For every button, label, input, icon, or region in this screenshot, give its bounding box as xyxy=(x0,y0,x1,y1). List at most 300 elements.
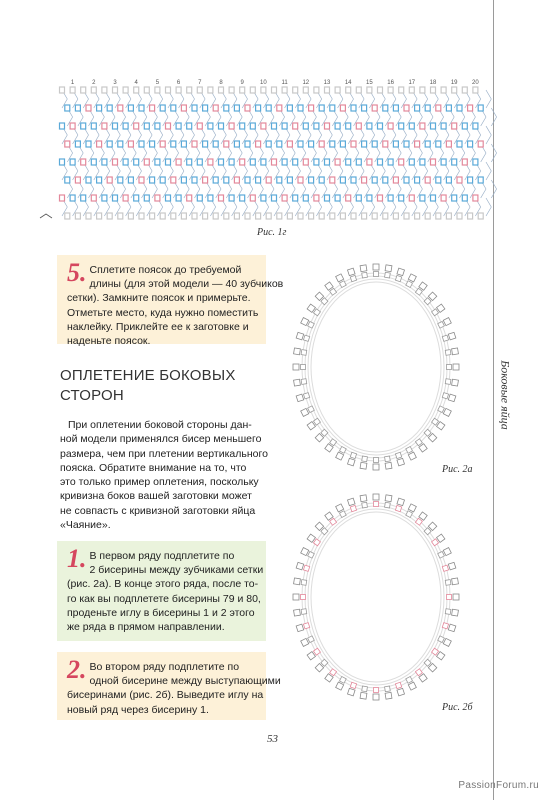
bead xyxy=(303,159,308,165)
step-2-line: Во втором ряду подплетите по xyxy=(89,661,240,673)
bead xyxy=(473,87,478,93)
bead xyxy=(446,177,451,183)
bead xyxy=(65,105,70,111)
bead xyxy=(301,638,309,646)
bead xyxy=(462,87,467,93)
step-5-line: Отметьте место, куда нужно поместить xyxy=(67,306,259,319)
bead xyxy=(408,682,416,690)
bead xyxy=(97,177,102,183)
bead xyxy=(118,141,123,147)
bead xyxy=(415,518,422,525)
bead xyxy=(65,213,70,219)
bead xyxy=(404,177,409,183)
bead xyxy=(192,105,197,111)
bead xyxy=(452,87,457,93)
bead xyxy=(443,548,451,556)
bead xyxy=(473,195,478,201)
lattice-line xyxy=(486,207,491,216)
bead xyxy=(385,692,392,699)
bead xyxy=(399,195,404,201)
bead xyxy=(171,141,176,147)
step-2-box xyxy=(57,652,281,720)
bead xyxy=(287,105,292,111)
bead xyxy=(287,213,292,219)
bead xyxy=(442,623,448,629)
bead xyxy=(409,159,414,165)
bead xyxy=(60,87,65,93)
bead xyxy=(282,87,287,93)
bead xyxy=(319,177,324,183)
bead xyxy=(367,159,372,165)
step-1-number: 1. xyxy=(67,544,87,573)
bead xyxy=(321,298,328,305)
bead xyxy=(383,105,388,111)
bead xyxy=(160,177,165,183)
bead xyxy=(97,213,102,219)
bead xyxy=(240,159,245,165)
lattice-line xyxy=(486,99,491,108)
bead xyxy=(229,123,234,129)
column-number: 20 xyxy=(472,80,479,86)
bead xyxy=(388,87,393,93)
bead xyxy=(314,159,319,165)
bead xyxy=(277,213,282,219)
bead xyxy=(229,195,234,201)
bead xyxy=(393,213,398,219)
bead xyxy=(373,494,379,500)
bead xyxy=(91,159,96,165)
bead xyxy=(404,213,409,219)
bead xyxy=(415,669,422,676)
bead xyxy=(208,123,213,129)
bead xyxy=(404,105,409,111)
step-1-line: В первом ряду подплетите по xyxy=(89,550,235,562)
bead xyxy=(447,365,452,370)
bead xyxy=(314,195,319,201)
bead xyxy=(91,87,96,93)
bead xyxy=(166,195,171,201)
bead xyxy=(335,123,340,129)
bead xyxy=(197,87,202,93)
step-1-line: (рис. 2а). В конце этого ряда, после то- xyxy=(67,578,259,591)
bead xyxy=(478,213,483,219)
bead xyxy=(457,105,462,111)
bead xyxy=(409,87,414,93)
page-edge-line xyxy=(493,0,494,800)
column-number: 18 xyxy=(429,80,437,86)
lattice-line xyxy=(486,162,491,171)
bead xyxy=(128,141,133,147)
paragraph-line: кривизна боков вашей заготовки может xyxy=(60,490,252,503)
bead xyxy=(336,682,344,690)
column-number: 3 xyxy=(113,80,117,86)
column-number: 6 xyxy=(176,80,181,86)
bead xyxy=(362,177,367,183)
bead xyxy=(113,195,118,201)
bead xyxy=(442,393,448,399)
bead xyxy=(314,87,319,93)
bead xyxy=(425,213,430,219)
bead xyxy=(431,159,436,165)
bead xyxy=(445,379,451,385)
figure-2b-caption: Рис. 2б xyxy=(442,702,473,713)
bead xyxy=(325,195,330,201)
bead xyxy=(234,105,239,111)
bead xyxy=(367,195,372,201)
side-title: Боковые яйца xyxy=(498,360,513,430)
bead xyxy=(431,87,436,93)
bead xyxy=(303,195,308,201)
bead xyxy=(325,159,330,165)
bead xyxy=(301,379,307,385)
bead xyxy=(301,365,306,370)
bead xyxy=(155,195,160,201)
bead xyxy=(309,213,314,219)
bead xyxy=(298,141,303,147)
step-5-line: наденьте поясок. xyxy=(67,335,151,348)
bead xyxy=(294,578,301,585)
bead xyxy=(373,464,379,470)
bead xyxy=(397,688,405,696)
bead xyxy=(335,87,340,93)
bead xyxy=(425,105,430,111)
bead xyxy=(374,688,379,693)
bead xyxy=(250,159,255,165)
bead xyxy=(296,562,304,570)
bead xyxy=(404,141,409,147)
bead xyxy=(102,87,107,93)
bead xyxy=(325,512,333,520)
bead xyxy=(261,123,266,129)
bead xyxy=(293,195,298,201)
bead xyxy=(372,213,377,219)
bead xyxy=(397,458,405,466)
bead xyxy=(298,213,303,219)
bead xyxy=(293,123,298,129)
bead xyxy=(134,159,139,165)
column-number: 16 xyxy=(387,80,394,86)
bead xyxy=(362,686,368,692)
bead xyxy=(272,195,277,201)
bead xyxy=(97,141,102,147)
bead xyxy=(277,141,282,147)
bead xyxy=(86,105,91,111)
bead xyxy=(134,195,139,201)
bead xyxy=(462,123,467,129)
bead xyxy=(431,195,436,201)
bead xyxy=(166,159,171,165)
bead xyxy=(443,318,451,326)
bead xyxy=(256,177,261,183)
bead xyxy=(468,105,473,111)
bead xyxy=(441,195,446,201)
bead xyxy=(139,141,144,147)
bead xyxy=(447,595,452,600)
bead xyxy=(301,595,306,600)
step-1-line: проденьте иглу в бисерины 1 и 2 этого xyxy=(67,606,255,619)
bead xyxy=(277,177,282,183)
bead xyxy=(419,674,427,682)
column-number: 12 xyxy=(302,80,310,86)
bead xyxy=(301,609,307,615)
step-5-line: сетки). Замкните поясок и примерьте. xyxy=(67,292,251,305)
bead xyxy=(139,105,144,111)
bead xyxy=(340,213,345,219)
bead xyxy=(293,594,299,600)
bead xyxy=(155,159,160,165)
step-1-line: го как вы подплетете бисерины 79 и 80, xyxy=(67,592,261,605)
bead xyxy=(395,505,401,511)
bead xyxy=(419,512,427,520)
bead xyxy=(250,195,255,201)
bead xyxy=(107,105,112,111)
section-heading-line: ОПЛЕТЕНИЕ БОКОВЫХ xyxy=(60,367,236,384)
bead xyxy=(219,87,224,93)
bead xyxy=(330,105,335,111)
bead xyxy=(166,123,171,129)
bead xyxy=(309,141,314,147)
bead xyxy=(176,159,181,165)
bead xyxy=(424,659,431,666)
bead xyxy=(448,394,456,402)
bead xyxy=(203,213,208,219)
bead xyxy=(203,141,208,147)
bead xyxy=(107,177,112,183)
bead xyxy=(346,159,351,165)
bead xyxy=(86,213,91,219)
bead xyxy=(250,87,255,93)
bead xyxy=(462,195,467,201)
bead xyxy=(321,659,328,666)
bead xyxy=(420,123,425,129)
bead xyxy=(448,624,456,632)
paragraph-line: При оплетении боковой стороны дан- xyxy=(68,419,252,431)
bead xyxy=(314,123,319,129)
bead xyxy=(321,429,328,436)
bead xyxy=(385,686,391,692)
bead xyxy=(452,159,457,165)
bead xyxy=(378,159,383,165)
bead xyxy=(457,213,462,219)
bead xyxy=(431,123,436,129)
oval-ring xyxy=(311,512,441,682)
bead xyxy=(350,682,356,688)
bead xyxy=(409,195,414,201)
bead xyxy=(208,195,213,201)
bead xyxy=(356,195,361,201)
step-5-number: 5. xyxy=(67,258,87,287)
bead xyxy=(425,141,430,147)
oval-ring xyxy=(308,279,444,455)
bead xyxy=(176,123,181,129)
bead xyxy=(245,177,250,183)
bead xyxy=(65,177,70,183)
bead xyxy=(378,123,383,129)
bead xyxy=(340,177,345,183)
bead xyxy=(399,123,404,129)
bead xyxy=(65,141,70,147)
bead xyxy=(442,565,448,571)
step-1-box xyxy=(57,541,266,641)
bead xyxy=(373,694,379,700)
bead xyxy=(335,195,340,201)
column-number: 4 xyxy=(134,80,138,86)
bead xyxy=(325,87,330,93)
column-number: 9 xyxy=(240,80,244,86)
bead xyxy=(385,495,392,502)
column-number: 10 xyxy=(260,80,267,86)
bead xyxy=(374,458,379,463)
bead xyxy=(266,177,271,183)
bead xyxy=(436,177,441,183)
bead xyxy=(395,452,401,458)
bead xyxy=(81,87,86,93)
oval-ring xyxy=(311,282,441,452)
bead xyxy=(144,195,149,201)
bead xyxy=(385,272,391,278)
bead xyxy=(160,213,165,219)
bead xyxy=(208,159,213,165)
bead xyxy=(443,408,451,416)
bead xyxy=(372,141,377,147)
bead xyxy=(213,213,218,219)
bead xyxy=(224,177,229,183)
bead xyxy=(160,105,165,111)
bead xyxy=(378,87,383,93)
bead xyxy=(303,565,309,571)
bead xyxy=(356,87,361,93)
bead xyxy=(301,548,309,556)
bead xyxy=(113,159,118,165)
step-5-line: длины (для этой модели — 40 зубчиков xyxy=(89,278,284,291)
figure-2b-oval-beadwork xyxy=(276,485,476,710)
bead xyxy=(325,674,333,682)
bead xyxy=(452,123,457,129)
bead xyxy=(250,123,255,129)
bead xyxy=(266,141,271,147)
bead xyxy=(351,213,356,219)
bead xyxy=(176,195,181,201)
bead xyxy=(436,141,441,147)
bead xyxy=(383,213,388,219)
bead xyxy=(139,177,144,183)
bead xyxy=(452,195,457,201)
step-2-line: бисеринами (рис. 2б). Выведите иглу на xyxy=(67,689,264,702)
bead xyxy=(393,105,398,111)
bead xyxy=(321,528,328,535)
bead xyxy=(272,87,277,93)
bead xyxy=(448,562,456,570)
bead xyxy=(107,213,112,219)
bead xyxy=(441,87,446,93)
bead xyxy=(197,195,202,201)
bead xyxy=(234,177,239,183)
bead xyxy=(261,87,266,93)
bead xyxy=(385,265,392,272)
step-2-line: одной бисерине между выступающими xyxy=(89,675,281,688)
step-1-line: 2 бисерины между зубчиками сетки xyxy=(89,564,264,577)
bead xyxy=(213,177,218,183)
bead xyxy=(388,195,393,201)
lattice-line xyxy=(486,171,491,180)
bead xyxy=(393,141,398,147)
lattice-line xyxy=(481,189,486,198)
bead xyxy=(303,335,309,341)
bead xyxy=(150,141,155,147)
bead xyxy=(383,177,388,183)
bead xyxy=(294,609,301,616)
bead xyxy=(395,275,401,281)
bead xyxy=(360,692,367,699)
bead xyxy=(91,195,96,201)
bead xyxy=(452,609,459,616)
column-number: 8 xyxy=(219,80,223,86)
bead xyxy=(303,123,308,129)
bead xyxy=(445,350,451,356)
bead xyxy=(446,141,451,147)
bead xyxy=(457,177,462,183)
bead xyxy=(171,105,176,111)
bead xyxy=(367,123,372,129)
bead xyxy=(436,105,441,111)
bead xyxy=(351,141,356,147)
bead xyxy=(301,408,309,416)
bead xyxy=(319,141,324,147)
bead xyxy=(372,105,377,111)
section-heading-line: СТОРОН xyxy=(60,387,124,404)
bead xyxy=(144,123,149,129)
bead xyxy=(346,87,351,93)
bead xyxy=(437,534,445,542)
bead xyxy=(330,288,337,295)
bead xyxy=(75,105,80,111)
page-number: 53 xyxy=(267,733,278,745)
bead xyxy=(388,123,393,129)
bead xyxy=(293,159,298,165)
step-5-line: наклейку. Приклейте ее к заготовке и xyxy=(67,320,249,333)
lattice-line xyxy=(481,153,486,162)
bead xyxy=(303,623,309,629)
bead xyxy=(399,159,404,165)
bead xyxy=(91,123,96,129)
bead xyxy=(325,282,333,290)
bead xyxy=(60,159,65,165)
column-number: 1 xyxy=(70,80,75,86)
bead xyxy=(303,393,309,399)
bead xyxy=(346,195,351,201)
figure-2a-caption: Рис. 2а xyxy=(442,464,473,475)
bead xyxy=(309,105,314,111)
bead xyxy=(166,87,171,93)
bead xyxy=(347,498,355,506)
bead xyxy=(144,159,149,165)
lattice-line xyxy=(486,135,491,144)
bead xyxy=(367,87,372,93)
bead xyxy=(86,141,91,147)
bead xyxy=(330,439,337,446)
bead xyxy=(452,578,459,585)
bead xyxy=(240,87,245,93)
bead xyxy=(256,213,261,219)
bead xyxy=(478,177,483,183)
bead xyxy=(452,348,459,355)
bead xyxy=(266,213,271,219)
bead xyxy=(319,105,324,111)
bead xyxy=(187,123,192,129)
bead xyxy=(277,105,282,111)
bead xyxy=(415,177,420,183)
bead xyxy=(441,123,446,129)
